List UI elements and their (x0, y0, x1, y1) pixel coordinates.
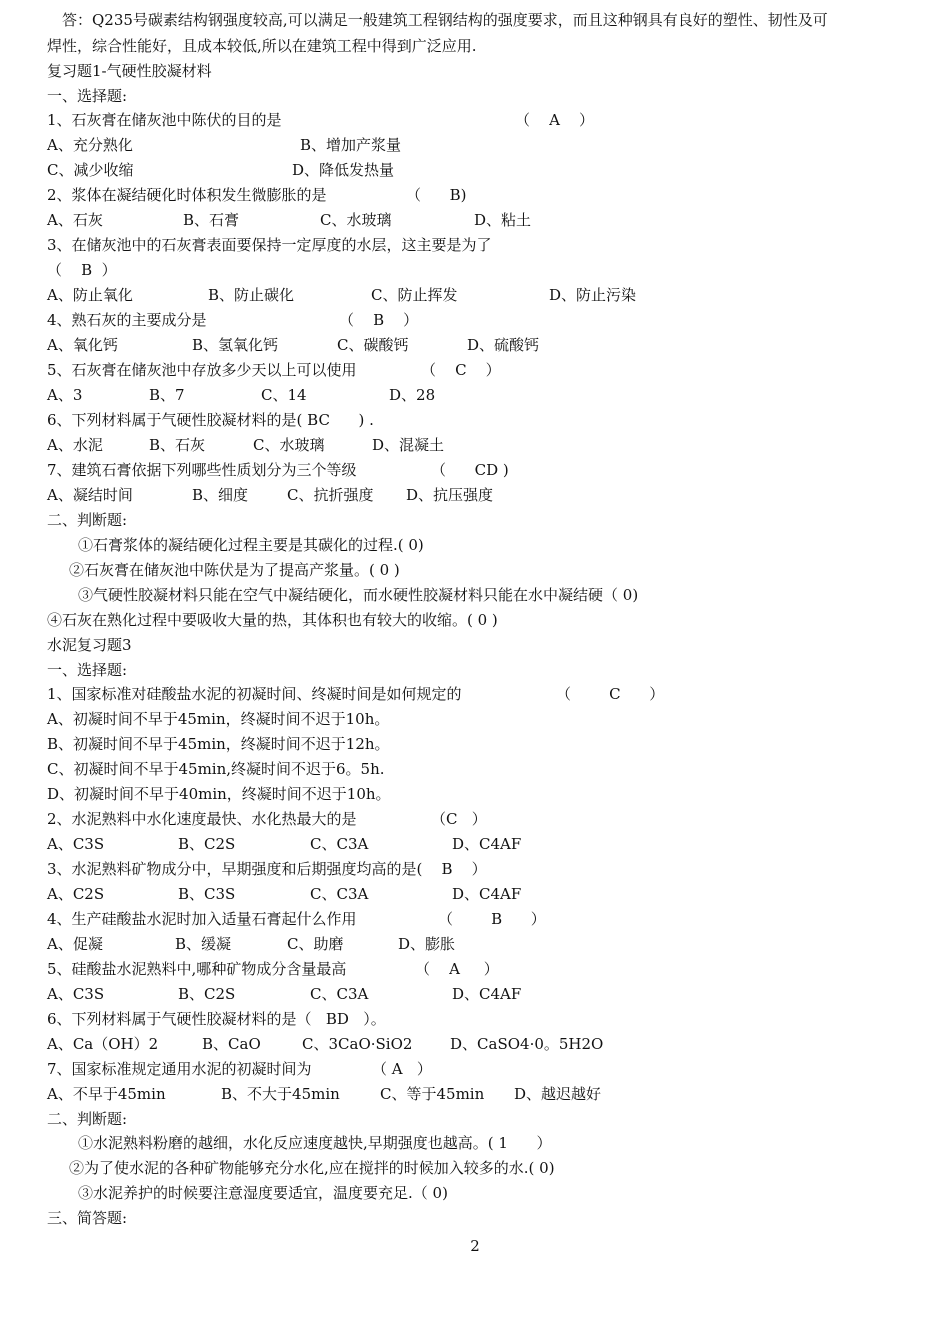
option-c: C、3CaO·SiO2 (302, 1035, 413, 1053)
s1-q1 (0, 110, 950, 130)
option-d: D、C4AF (452, 985, 522, 1003)
s2-q6-options (0, 1034, 950, 1054)
option-b: B、氢氧化钙 (192, 336, 279, 354)
option-a: A、C3S (47, 985, 105, 1003)
question-stem: 5、硅酸盐水泥熟料中,哪种矿物成分含量最高 (47, 960, 347, 978)
s1-judge-1: ①石膏浆体的凝结硬化过程主要是其碳化的过程.( 0) (78, 536, 424, 554)
option-b: B、石灰 (149, 436, 206, 454)
option-c: C、等于45min (380, 1085, 485, 1103)
option-c: C、防止挥发 (371, 286, 458, 304)
s2-judge-2: ②为了使水泥的各种矿物能够充分水化,应在搅拌的时候加入较多的水.( 0) (69, 1159, 555, 1177)
option-a: A、水泥 (47, 436, 103, 454)
option-d: D、28 (389, 386, 436, 404)
s1-q7-options (0, 485, 950, 505)
option-a: A、促凝 (47, 935, 103, 953)
question-stem: 2、浆体在凝结硬化时体积发生微膨胀的是 (47, 186, 327, 204)
option-b: B、细度 (192, 486, 249, 504)
s1-q2 (0, 185, 950, 205)
option-b: B、7 (149, 386, 185, 404)
question-answer: （ CD ) (431, 461, 509, 479)
s1-q5 (0, 360, 950, 380)
option-a: A、C3S (47, 835, 105, 853)
question-answer: （C ） (431, 810, 487, 828)
option-a: A、3 (47, 386, 83, 404)
s1-q6-options (0, 435, 950, 455)
option-d: D、抗压强度 (406, 486, 494, 504)
s1-judge-4: ④石灰在熟化过程中要吸收大量的热，其体积也有较大的收缩。( 0 ) (47, 611, 498, 629)
s1-q4-options (0, 335, 950, 355)
option-a: A、不早于45min (47, 1085, 166, 1103)
option-c: C、C3A (310, 985, 369, 1003)
s1-q3-stem: 3、在储灰池中的石灰膏表面要保持一定厚度的水层，这主要是为了 (47, 236, 492, 254)
s1-judge-3: ③气硬性胶凝材料只能在空气中凝结硬化，而水硬性胶凝材料只能在水中凝结硬（ 0) (78, 586, 639, 604)
question-stem: 4、熟石灰的主要成分是 (47, 311, 207, 329)
s2-q3-options (0, 884, 950, 904)
s1-q2-options (0, 210, 950, 230)
s2-q1 (0, 684, 950, 704)
s2-judge-3: ③水泥养护的时候要注意湿度要适宜，温度要充足.（ 0) (78, 1184, 448, 1202)
s1-q7 (0, 460, 950, 480)
section2-short-heading: 三、简答题: (47, 1209, 128, 1227)
option-d: D、CaSO4·0。5H2O (450, 1035, 604, 1053)
s2-q1-option-c: C、初凝时间不早于45min,终凝时间不迟于6。5h. (47, 760, 385, 778)
question-answer: （ B ） (438, 910, 546, 928)
option-d: D、混凝土 (372, 436, 445, 454)
option-b: B、石膏 (183, 211, 240, 229)
option-c: C、碳酸钙 (337, 336, 409, 354)
section2-title: 水泥复习题3 (47, 636, 132, 654)
option-b: B、C2S (178, 835, 236, 853)
option-a: A、Ca（OH）2 (47, 1035, 159, 1053)
question-stem: 7、建筑石膏依据下列哪些性质划分为三个等级 (47, 461, 357, 479)
option-d: D、越迟越好 (514, 1085, 602, 1103)
option-b: B、防止碳化 (208, 286, 295, 304)
question-answer: （ A ） (415, 960, 499, 978)
s1-q1-options-2 (0, 160, 950, 180)
s1-judge-2: ②石灰膏在储灰池中陈伏是为了提高产浆量。( 0 ) (69, 561, 400, 579)
question-answer: （ A ） (372, 1060, 432, 1078)
question-answer: （ A ） (515, 111, 594, 129)
section2-judge-heading: 二、判断题: (47, 1110, 128, 1128)
s2-q3-stem: 3、水泥熟料矿物成分中，早期强度和后期强度均高的是( B ） (47, 860, 487, 878)
section1-judge-heading: 二、判断题: (47, 511, 128, 529)
question-stem: 7、国家标准规定通用水泥的初凝时间为 (47, 1060, 312, 1078)
option-a: A、氧化钙 (47, 336, 118, 354)
option-d: D、粘土 (474, 211, 532, 229)
option-c: C、14 (261, 386, 307, 404)
section1-title: 复习题1-气硬性胶凝材料 (47, 62, 212, 80)
question-answer: （ B ） (339, 311, 419, 329)
question-answer: （ B) (406, 186, 467, 204)
option-c: C、水玻璃 (253, 436, 325, 454)
option-b: B、CaO (202, 1035, 261, 1053)
section2-choice-heading: 一、选择题: (47, 661, 128, 679)
question-stem: 5、石灰膏在储灰池中存放多少天以上可以使用 (47, 361, 357, 379)
s1-q1-options-1 (0, 135, 950, 155)
option-c: C、C3A (310, 885, 369, 903)
option-b: B、不大于45min (221, 1085, 340, 1103)
intro-line-2: 焊性，综合性能好，且成本较低,所以在建筑工程中得到广泛应用. (47, 37, 477, 55)
page-number: 2 (470, 1237, 480, 1255)
option-d: D、C4AF (452, 835, 522, 853)
s2-judge-1: ①水泥熟料粉磨的越细，水化反应速度越快,早期强度也越高。( 1 ） (78, 1134, 552, 1152)
option-b: B、C2S (178, 985, 236, 1003)
option-a: A、石灰 (47, 211, 103, 229)
question-stem: 4、生产硅酸盐水泥时加入适量石膏起什么作用 (47, 910, 357, 928)
s2-q1-option-d: D、初凝时间不早于40min，终凝时间不迟于10h。 (47, 785, 391, 803)
option-b: B、增加产浆量 (300, 136, 402, 154)
intro-line-1: 答：Q235号碳素结构钢强度较高,可以满足一般建筑工程钢结构的强度要求，而且这种钢具有良好的塑性、韧性及可 (62, 11, 828, 29)
s2-q4-options (0, 934, 950, 954)
option-d: D、硫酸钙 (467, 336, 540, 354)
s1-q3-options (0, 285, 950, 305)
option-d: D、防止污染 (549, 286, 637, 304)
option-c: C、水玻璃 (320, 211, 392, 229)
s1-q6-stem: 6、下列材料属于气硬性胶凝材料的是( BC ) . (47, 411, 374, 429)
option-c: C、C3A (310, 835, 369, 853)
option-d: D、膨胀 (398, 935, 456, 953)
option-d: D、降低发热量 (292, 161, 395, 179)
section1-choice-heading: 一、选择题: (47, 87, 128, 105)
option-a: A、凝结时间 (47, 486, 133, 504)
option-a: A、C2S (47, 885, 105, 903)
question-stem: 2、水泥熟料中水化速度最快、水化热最大的是 (47, 810, 357, 828)
s1-q3-answer: （ B ） (47, 261, 117, 279)
s2-q1-option-b: B、初凝时间不早于45min，终凝时间不迟于12h。 (47, 735, 390, 753)
s2-q2 (0, 809, 950, 829)
option-c: C、助磨 (287, 935, 344, 953)
s1-q4 (0, 310, 950, 330)
s2-q2-options (0, 834, 950, 854)
question-stem: 1、国家标准对硅酸盐水泥的初凝时间、终凝时间是如何规定的 (47, 685, 462, 703)
option-c: C、抗折强度 (287, 486, 374, 504)
option-c: C、减少收缩 (47, 161, 134, 179)
question-answer: （ C ） (556, 685, 665, 703)
s2-q7-options (0, 1084, 950, 1104)
option-b: B、C3S (178, 885, 236, 903)
option-d: D、C4AF (452, 885, 522, 903)
s2-q1-option-a: A、初凝时间不早于45min，终凝时间不迟于10h。 (47, 710, 390, 728)
s1-q5-options (0, 385, 950, 405)
question-answer: （ C ） (421, 361, 501, 379)
s2-q5-options (0, 984, 950, 1004)
s2-q7 (0, 1059, 950, 1079)
option-a: A、防止氧化 (47, 286, 133, 304)
option-a: A、充分熟化 (47, 136, 133, 154)
s2-q5 (0, 959, 950, 979)
s2-q4 (0, 909, 950, 929)
option-b: B、缓凝 (175, 935, 232, 953)
s2-q6-stem: 6、下列材料属于气硬性胶凝材料的是（ BD ）。 (47, 1010, 386, 1028)
question-stem: 1、石灰膏在储灰池中陈伏的目的是 (47, 111, 282, 129)
